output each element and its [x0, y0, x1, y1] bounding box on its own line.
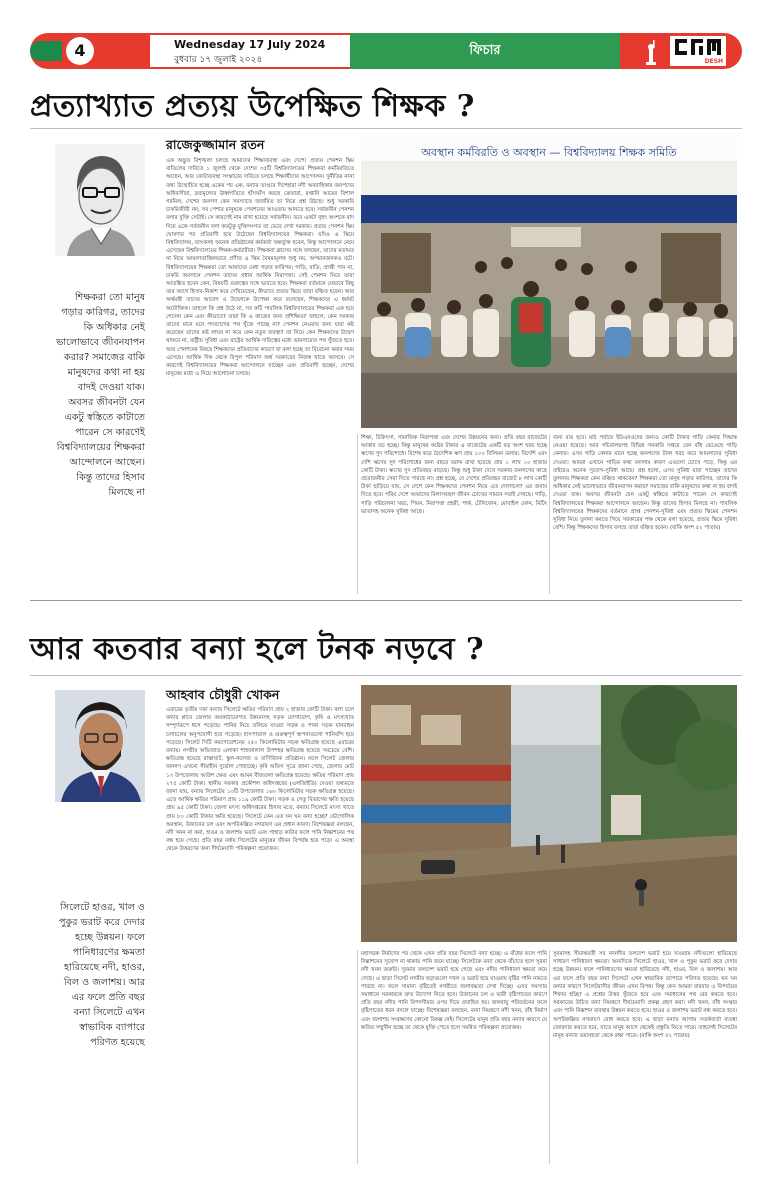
header-left-band — [30, 33, 150, 69]
banner-line-1: অবস্থান কর্মবিরতি ও অবস্থান — বিশ্ববিদ্যালয় শিক্ষক সমিতি — [421, 146, 677, 159]
author-portrait — [55, 690, 145, 802]
page-header — [30, 33, 742, 69]
logo-mark-icon — [673, 36, 723, 58]
date-bangla: বুধবার ১৭ জুলাই ২০২৪ — [174, 55, 263, 65]
article2-body-column-1: এবারের তৃতীয় দফা বন্যায় সিলেটে ক্ষতির পরিমাণ প্রায় ২ হাজার কোটি টাকা। বলা চলে বন্যার প্লাবে জেলার অবকাঠামোগত উন্নয়নসহ সড়ক যোগাযোগ, কৃষি ও মৎস্যখাত সম্পূর্ণরূপে ধসে পড়েছে। পানির নিচে তলিয়ে যাওয়া সড়ক ও পাকা সড়ক যানবাহন চলাচলের অনুপযোগী হয়ে পড়েছে। হাসপাতাল ও গুরুত্বপূর্ণ স্থাপনাগুলো পানিবন্দি হয়ে পড়েছে। সিলেট সিটি করপোরেশনের ২৫০ কিলোমিটার সড়ক ক্ষতিগ্রস্ত হয়েছে এবারের বন্যায়। নগরীর অভিজাত এলাকা শাহজালাল উপশহর ক্ষতিগ্রস্ত হয়েছে সবচেয়ে বেশি। ক্ষতিগ্রস্ত হয়েছে রাস্তাঘাট, স্কুল-কলেজ ও বাণিজ্যিক প্রতিষ্ঠান। ফলে সিলেট জেলার জনগণ এখনো সীমাহীন দুর্ভোগ পোহাচ্ছে। কৃষি অফিস সূত্রে জানা গেছে, জেলার মোট ১৩ উপজেলায় আউশ ক্ষেত এবং আমন বীজতলা ক্ষতিগ্রস্ত হয়েছে। ক্ষতির পরিমাণ প্রায় ২৭৫ কোটি টাকা। স্থানীয় সরকার প্রকৌশল অধিদপ্তরের (এলজিইডি) দেওয়া তথ্যমতে জানা যায়, বন্যায় সিলেটের ১৩টি উপজেলার ১৬০ কিলোমিটার সড়ক ক্ষতিগ্রস্ত হয়েছে। এতে আর্থিক ক্ষতির পরিমাণ প্রায় ১১৯ কোটি টাকা। সড়ক ও সেতু বিভাগের ক্ষতি হয়েছে প্রায় ৯৫ কোটি টাকা। জেলা মৎস্য অধিদপ্তরের হিসাব মতে, বন্যায় সিলেটে মৎস্য খাতে প্রায় ৮০ কোটি টাকার ক্ষতি হয়েছে। সিলেটে কেন এত ঘন ঘন বন্যা হচ্ছে? ভৌগোলিক অবস্থান, উজানের ঢল এবং অপরিকল্পিত নগরায়ণ এর প্রধান কারণ। বিশেষজ্ঞরা বলছেন, নদী খনন না করা, হাওর ও জলাশয় ভরাট এবং পাহাড় কাটার ফলে পানি নিষ্কাশনের পথ বন্ধ হয়ে গেছে। প্রতি বছর বর্ষায় সিলেটের মানুষের জীবন বিপর্যস্ত হয়ে পড়ে। এ অবস্থা থেকে উত্তরণের জন্য দীর্ঘমেয়াদি পরিকল্পনা প্রয়োজন। — [166, 707, 354, 853]
header-date-block — [150, 33, 350, 69]
article1-body-column-2: শিক্ষা, চিকিৎসা, সামাজিক নিরাপত্তা এবং দেশের উন্নয়নের জন্য। প্রতি বছর বাজেটের আকার বড় হচ্ছে। কিন্তু মানুষের কষ্টের টাকার এ বাজেটের একটি বড় অংশ খরচ হচ্ছে ঋণের সুদ পরিশোধে। বিশেষ করে বৈদেশিক ঋণ প্রায় ১০০ বিলিয়ন ডলার। বিদেশি এবং দেশি ঋণের সুদ পরিশোধের জন্য বছরে বরাদ্দ রাখা হয়েছে প্রায় ১ লাখ ১০ হাজার কোটি টাকা। ঋণের সুদ প্রতিবছর বাড়ছে। কিন্তু শুধু টাকা দেখে সরকার জনগণের কাছে প্রয়োজনীয় সেবা দিতে পারছে না। প্রশ্ন হচ্ছে, যে দেশের প্রতিবছর বাজেট ৮ লাখ কোটি টাকা ছাড়িয়ে যায়, সে দেশে কেন শিক্ষকদের পেনশন নিয়ে এত দোলাচল? এর জবাব দিতে হবে। গরিব দেশে আমাদের বিলাসবহুল জীবন চোখের সামনে সবাই দেখছে। গাড়ি, গাড়ি পরিচালনা খরচ, পিয়ন, নিরাপত্তা প্রহরী, পার্ক, টেলিফোন, মোবাইল ফোন, মিটিং ভাতাসহ অনেক সুবিধা আছে। — [361, 435, 547, 515]
header-green-stripe — [30, 41, 62, 61]
article1-body-column-3: জন্য ব্যয় হবে। মাঠ পর্যায়ে ইউএনওদের জন্যও কোটি টাকার গাড়ি কেনার সিদ্ধান্ত নেওয়া হয়েছে। আর সচিবালয়সহ বিভিন্ন সরকারি দপ্তরে যেন বাঁধ ভেঙেছে গাড়ি কেনার। এসব গাড়ি কেনার মানে হচ্ছে জনগণের টাকা খরচ করে আমলাদের সুবিধা দেওয়া। আমরা এখানে গাড়ির কথা বললাম কারণ এগুলো চোখে পড়ে, কিন্তু এর বাইরেও অনেক সুযোগ-সুবিধা আছে। প্রশ্ন হলো, এসব সুবিধা যারা পাচ্ছেন তাদের তুলনায় শিক্ষকরা কেন বঞ্চিত থাকবেন? শিক্ষকরা তো মানুষ গড়ার কারিগর, তাদের কি অধিকার নেই ভালোভাবে জীবনযাপন করার? সমাজের বাকি মানুষদের কথা না হয় বাদই দেওয়া যাক। অবসর জীবনটা যেন একটু স্বস্তিতে কাটাতে পারেন সে কারণেই বিশ্ববিদ্যালয়ের শিক্ষকরা আন্দোলনে আছেন। কিন্তু তাদের হিসাব মিলছে না। পাবলিক বিশ্ববিদ্যালয়ের শিক্ষকদের বর্তমানে প্রাপ্ত পেনশন-সুবিধা এবং প্রত্যয় স্কিমের পেনশন সুবিধা নিয়ে তুলনা করতে গিয়ে সরকারের পক্ষ থেকে বলা হয়েছে, প্রত্যয় স্কিমে সুবিধা বেশি। কিন্তু শিক্ষকদের হিসাব বলছে তারা বঞ্চিত হবেন। (বাকি অংশ ৫২ পাতায়) — [553, 435, 737, 532]
article1-protest-photo — [361, 137, 737, 428]
article2-headline[interactable]: আর কতবার বন্যা হলে টনক নড়বে ? — [30, 632, 485, 667]
page-number: 4 — [66, 37, 94, 65]
logo-subtext: DESH — [704, 58, 723, 65]
date-english: Wednesday 17 July 2024 — [174, 38, 326, 51]
protest-scene-image — [361, 137, 737, 428]
column-divider — [357, 434, 358, 594]
article1-byline: রাজেকুজ্জামান রতন — [166, 137, 265, 152]
newspaper-logo — [670, 36, 726, 66]
article1-author-photo — [55, 144, 145, 256]
column-divider — [357, 950, 358, 1164]
article2-author-photo — [55, 690, 145, 802]
section-label: ফিচার — [350, 33, 620, 69]
article2-flood-photo — [361, 685, 737, 942]
article-separator — [30, 600, 742, 601]
flooded-street-image — [361, 685, 737, 942]
column-divider — [549, 434, 550, 594]
article2-pull-quote: সিলেটে হাওর, খাল ও পুকুর ভরাট করে দেদার হচ্ছে উন্নয়ন। ফলে পানিধারণের ক্ষমতা হারিয়েছে নদী, হাওর, বিল ও জলাশয়। আর এর ফলে প্রতি বছর বন্যা সিলেটে এখন স্বাভাবিক ব্যাপারে পরিণত হয়েছে — [59, 902, 145, 1048]
article1-pull-quote: শিক্ষকরা তো মানুষ গড়ার কারিগর, তাদের কি অধিকার নেই ভালোভাবে জীবনযাপন করার? সমাজের বাকি মানুষদের কথা না হয় বাদই দেওয়া যাক। অবসর জীবনটা যেন একটু স্বস্তিতে কাটাতে পারেন সে কারণেই বিশ্ববিদ্যালয়ের শিক্ষকরা আন্দোলনে আছেন। কিন্তু তাদের হিসাব মিলছে না — [56, 292, 145, 498]
statue-icon — [642, 39, 660, 65]
article1-top-rule — [30, 128, 742, 129]
column-divider — [549, 950, 550, 1164]
article1-body-column-1: এক অদ্ভুত বিশৃঙ্খলা চলছে আমাদের শিক্ষাব্যবস্থা এবং দেশে। প্রত্যয় পেনশন স্কিম বাতিলের দাবিতে ১ জুলাই থেকে দেশের ৩৫টি বিশ্ববিদ্যালয়ের শিক্ষকরা কর্মবিরতিতে আছেন, আর কোটাব্যবস্থা সংস্কারের দাবিতে চলছে শিক্ষার্থীদের আন্দোলন। দুর্নীতির নানা তথ্য উন্মোচিত হচ্ছে একের পর এক, বন্যার তাণ্ডবে দিশেহারা নদী অববাহিকার জনপদের অধিবাসীরা, দ্রব্যমূল্যের ঊর্ধ্বগতিতে হাঁসফাঁস করছে ক্রেতারা, রপ্তানি আয়ের বিশাল গরমিল, দেশের জনগণ কেন সমস্যাতে জর্জরিত তা নিয়ে প্রশ্ন উঠছে। শুধু সরকারি চাকরিজীবী নন, সব পেশার মানুষকে পেনশনের আওতায় আনতে হবে। সর্বজনীন পেনশন বলার যুক্তি সেটাই। সে কারণেই নাম রাখা হয়েছে সর্বজনীন। তবে একটা বৃহৎ অংশকে বাদ দিয়ে একে সর্বজনীন বলা কতটুকু যুক্তিসংগত তা ভেবে দেখা দরকার। প্রত্যয় পেনশন স্কিম ঘোষণার পর প্রতিবাদী হয়ে উঠেছেন বিশ্ববিদ্যালয়ের শিক্ষকরা। যদিও এ স্কিমে বিশ্ববিদ্যালয়, ব্যাংকসহ অনেক প্রতিষ্ঠানের কর্মকর্তা অন্তর্ভুক্ত হবেন, কিন্তু আন্দোলনে নেমে এসেছেন বিশ্ববিদ্যালয়ের শিক্ষক-কর্মচারীরা। শিক্ষকরা ক্লাসের সঙ্গে বলছেন, তাদের মতামত না নিয়ে আমলাতান্ত্রিকভাবে প্রণীত এ স্কিম বৈষম্যমূলক শুধু নয়, অপমানজনকও বটে। বিশ্ববিদ্যালয়ের শিক্ষকরা তো আমাদের মেধা গড়ার কারিগর। গাড়ি, বাড়ি, প্রাপ্তী পান না, চাকরি অবসানে পেনশন তাদের প্রধান আর্থিক নিরাপত্তা। সেই পেনশন নিয়ে তারা আতঙ্কিত হবেন কেন, বিষয়টি গুরুত্বের সঙ্গে ভাবতে হবে। শিক্ষকরা বর্তমানে যেভাবে কিছু তার আগে হিসাব-নিকাশ করে দেখিয়েছেন, কীভাবে প্রত্যয় স্কিমে তারা বঞ্চিত হবেন। আর অর্থমন্ত্রী তাদের আবেগ ও উদ্বেগকে উপেক্ষা করে বলেছেন, শিক্ষকদের এ ধর্মঘট অযৌক্তিক। তাহলে কি প্রশ্ন উঠে না, সব কটি পাবলিক বিশ্ববিদ্যালয়ের শিক্ষকরা এক হয়ে গেলেন কেন এবং কীভাবে? তারা কি এ কাজের জন্য প্রশিক্ষিত? তাহলে, কেন সরকার তাদের মানে মনে পদত্যাগের পথ খুঁজে পাচ্ছে না? পেনশন নেওয়ার জন্য যারা কষ্ট করেছেন তাদের কষ্ট লাঘব না করে কেন নতুন ব্যবস্থা? তা নিয়ে কেন শিক্ষকদের উদ্বেগ থাকবে না, রাষ্ট্রীয় সুবিধা এবং রাষ্ট্রের আর্থিক দায়িত্বের মধ্যে ভারসাম্যের পথ খুঁজতে হবে। আর পেনশনের বিষয়ে শিক্ষকদের প্রতিবাদের কারণে যা বলা হচ্ছে তা বিবেচনা করার সময় এসেছে। আর্থিক দিক থেকে বিপুল পরিমাণ অর্থ সরকারের নিজস্ব খাতে আসবে। সে কারণেই বিশ্ববিদ্যালয়ের শিক্ষকরা আন্দোলনে যাচ্ছেন এবং প্রতিবাদী হচ্ছেন, দেশের মানুষের মধ্যে এ নিয়ে আলোচনা চলছে। — [166, 158, 354, 378]
article2-byline: আহবাব চৌধুরী খোকন — [166, 687, 280, 702]
article2-body-column-3: সুরমাসহ সীমান্তবর্তী সব নদনদীর তলদেশ ভরাট হয়ে যাওয়ায় নদীগুলো হারিয়েছে সাধারণ পানিধারণ ক্ষমতা। অন্যদিকে সিলেটে হাওর, খাল ও পুকুর ভরাট করে দেদার হচ্ছে উন্নয়ন। ফলে পানিধারণের ক্ষমতা হারিয়েছে নদী, হাওর, বিল ও জলাশয়। আর এর ফলে প্রতি বছর বন্যা সিলেটে এখন স্বাভাবিক ব্যাপারে পরিণত হয়েছে। ঘন ঘন বন্যার কারণে সিলেটবাসীর জীবন এখন বিপন্ন। কিন্তু কেন আমরা বারবার এ বিপর্যয়ের শিকার হচ্ছি? এ প্রশ্নের উত্তর খুঁজতে হবে এবং সমাধানের পথ বের করতে হবে। সরকারের উচিত বন্যা নিয়ন্ত্রণে দীর্ঘমেয়াদি প্রকল্প গ্রহণ করা। নদী খনন, বাঁধ সংস্কার এবং পানি নিষ্কাশন ব্যবস্থার উন্নয়ন করতে হবে। হাওর ও জলাশয় ভরাট বন্ধ করতে হবে। অপরিকল্পিত নগরায়ণ রোধ করতে হবে। এ ছাড়া বন্যার আগাম সতর্কবার্তা ব্যবস্থা জোরদার করতে হবে, যাতে মানুষ আগে থেকেই প্রস্তুতি নিতে পারে। তাহলেই সিলেটের মানুষ বন্যার ভয়াবহতা থেকে রক্ষা পাবে। (বাকি অংশ ৫২ পাতায়) — [553, 951, 737, 1040]
header-right-band — [620, 33, 742, 69]
author-portrait-sketch — [55, 144, 145, 256]
article2-top-rule — [30, 675, 742, 676]
article1-headline[interactable]: প্রত্যাখ্যাত প্রত্যয় উপেক্ষিত শিক্ষক ? — [30, 89, 475, 124]
article2-body-column-2: মহাসড়ক নির্মাণের পর থেকে এখন প্রতি বছর সিলেটে বন্যা হচ্ছে। এ বাঁধের ফলে পানি নিষ্কাশনের সুযোগ না থাকায় পানি জমে যাচ্ছে। সিলেটকে বন্যা থেকে বাঁচাতে হলে সুরমা নদী খনন জরুরি। সুরমার তলদেশ ভরাট হয়ে গেছে এবং নদীর পানিধারণ ক্ষমতা কমে গেছে। এ ছাড়া সিলেট নগরীর ছড়াগুলো দখল ও ভরাট হয়ে যাওয়ায় বৃষ্টির পানি নামতে পারছে না। ফলে সামান্য বৃষ্টিতেই নগরীতে জলাবদ্ধতা দেখা দিচ্ছে। এসব সমস্যার সমাধানে সরকারকে দ্রুত উদ্যোগ নিতে হবে। উজানের ঢল ও ভারী বৃষ্টিপাতের কারণে প্রতি বছর নদীর পানি বিপদসীমার ওপর দিয়ে প্রবাহিত হয়। জলবায়ু পরিবর্তনের ফলে বৃষ্টিপাতের ধরন বদলে যাচ্ছে। বিশেষজ্ঞরা বলছেন, বন্যা নিয়ন্ত্রণে নদী খনন, বাঁধ নির্মাণ এবং জলাশয় সংরক্ষণের কোনো বিকল্প নেই। সিলেটের মানুষ প্রতি বছর বন্যার কারণে যে ক্ষতির সম্মুখীন হচ্ছে তা থেকে মুক্তি পেতে হলে সমন্বিত পরিকল্পনা প্রয়োজন। — [361, 951, 547, 1031]
